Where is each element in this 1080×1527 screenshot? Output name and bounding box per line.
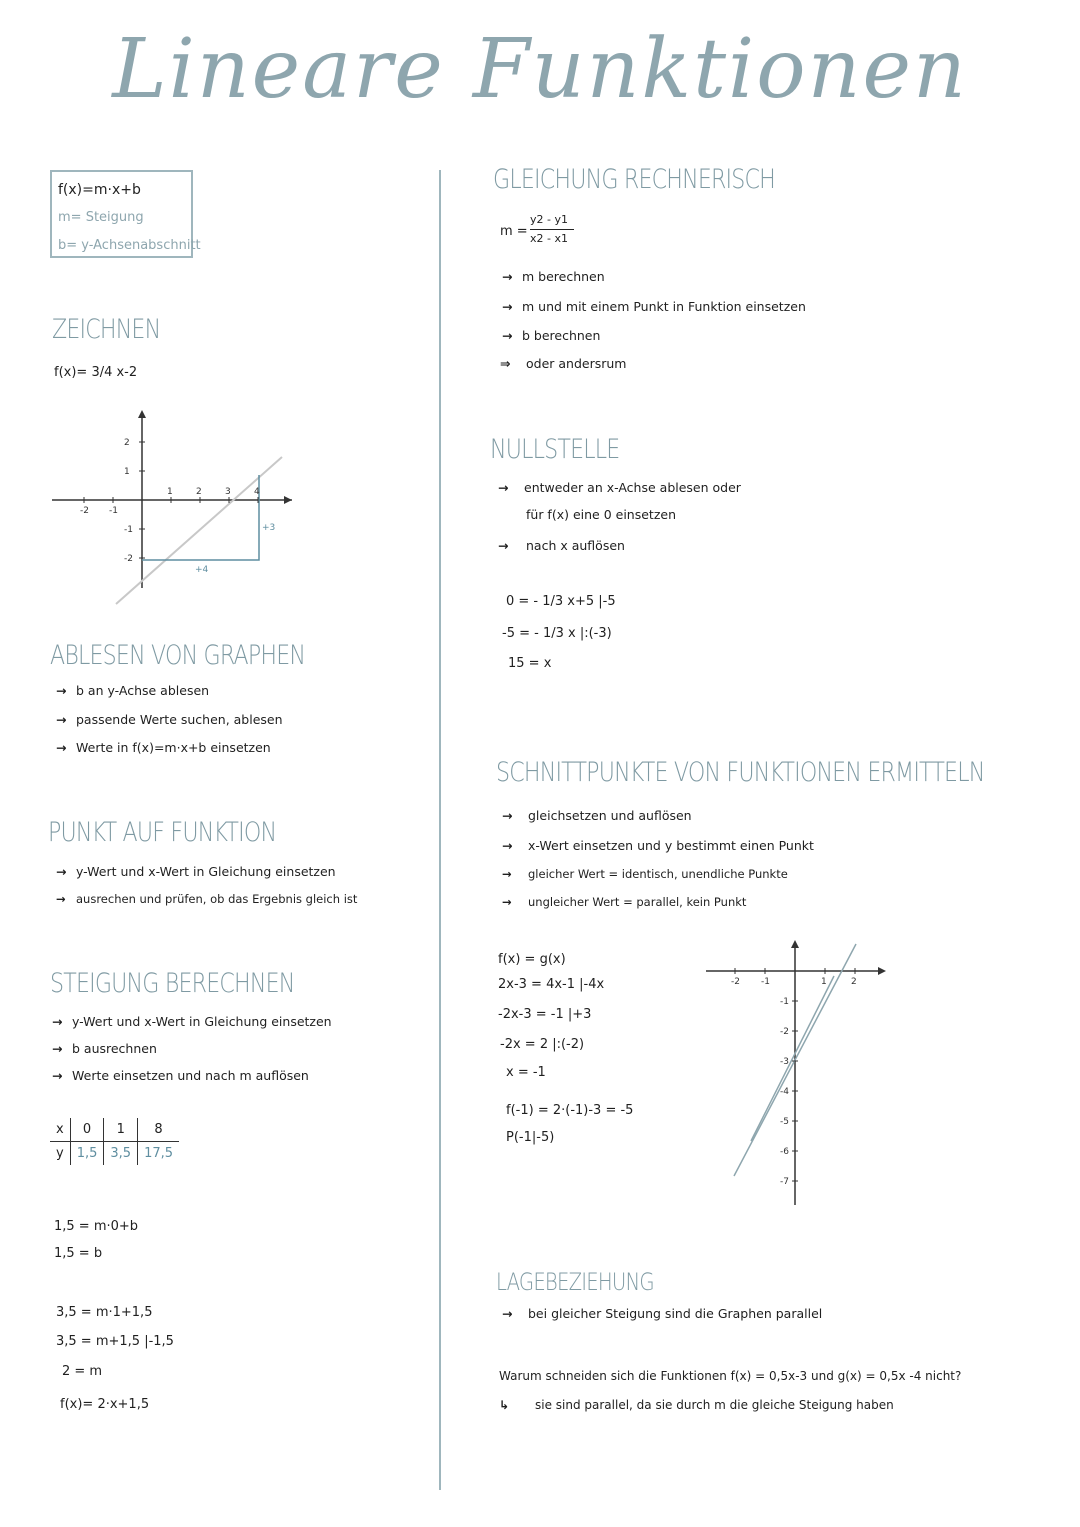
b-definition: b= y-Achsenabschnitt [58,238,201,253]
steigung-item: → y-Wert und x-Wert in Gleichung einsetzen [52,1014,332,1029]
table-cell: 1,5 [70,1142,104,1166]
steigung-item: → Werte einsetzen und nach m auflösen [52,1068,309,1083]
heading-zeichnen: ZEICHNEN [52,314,161,345]
arrow-icon: → [56,683,67,698]
x-tick-label: -1 [109,506,118,516]
x-tick-label: 4 [254,487,260,497]
table-cell: 8 [138,1118,179,1142]
y-tick-label: -5 [780,1117,789,1127]
arrow-icon: → [502,838,513,853]
calc-line: -2x-3 = -1 |+3 [498,1007,592,1022]
calc-line: 1,5 = b [54,1246,103,1261]
schnitt-item: → gleichsetzen und auflösen [502,808,692,823]
table-cell: 3,5 [104,1142,138,1166]
calc-line: 3,5 = m+1,5 |-1,5 [56,1334,174,1349]
x-tick-label: -2 [80,506,89,516]
y-tick-label: -2 [780,1027,789,1037]
y-tick-label: -7 [780,1177,789,1187]
y-tick-label: 2 [124,438,130,448]
arrow-icon: → [502,895,512,909]
m-definition: m= Steigung [58,210,144,225]
arrow-icon: → [52,1014,63,1029]
schnitt-item: → gleicher Wert = identisch, unendliche Punkte [502,867,788,881]
calc-result: f(x)= 2·x+1,5 [60,1397,150,1412]
x-tick-label: -1 [761,977,770,987]
calc-line: 15 = x [508,656,552,671]
formula: f(x)=m·x+b [58,182,141,198]
x-tick-label: 1 [821,977,827,987]
schnitt-item: → x-Wert einsetzen und y bestimmt einen Punkt [502,838,814,853]
ablesen-item: → passende Werte suchen, ablesen [56,712,283,727]
arrow-icon: → [52,1068,63,1083]
arrow-icon: → [56,892,66,906]
heading-steigung: STEIGUNG BERECHNEN [50,968,295,999]
table-cell: 0 [70,1118,104,1142]
nullstelle-item: → entweder an x-Achse ablesen oder [498,480,741,495]
heading-ablesen: ABLESEN VON GRAPHEN [50,640,306,671]
heading-nullstelle: NULLSTELLE [490,434,620,465]
x-tick-label: 1 [167,487,173,497]
arrow-icon: → [502,867,512,881]
calc-line: -5 = - 1/3 x |:(-3) [502,626,612,641]
x-tick-label: 3 [225,487,231,497]
zeichnen-function: f(x)= 3/4 x-2 [54,365,138,380]
gleichung-item: → m und mit einem Punkt in Funktion einsetzen [502,299,806,314]
ablesen-item: → Werte in f(x)=m·x+b einsetzen [56,740,271,755]
ablesen-item: → b an y-Achse ablesen [56,683,210,698]
x-tick-label: 2 [196,487,202,497]
lage-item: → bei gleicher Steigung sind die Graphen parallel [502,1306,823,1321]
slope-numerator: y2 - y1 [530,213,568,226]
y-tick-label: -6 [780,1147,789,1157]
schnitt-item: → ungleicher Wert = parallel, kein Punkt [502,895,747,909]
implies-arrow-icon: ⇒ [500,356,511,371]
run-label: +4 [195,565,209,575]
y-tick-label: -4 [780,1087,789,1097]
arrow-icon: → [498,538,509,553]
heading-punkt: PUNKT AUF FUNKTION [48,817,277,848]
table-x-label: x [50,1118,70,1142]
nullstelle-item-cont: für f(x) eine 0 einsetzen [526,507,676,522]
arrow-icon: → [502,269,513,284]
calc-line: -2x = 2 |:(-2) [500,1037,585,1052]
calc-line: 2 = m [62,1364,103,1379]
heading-lagebeziehung: LAGEBEZIEHUNG [496,1268,654,1296]
calc-line: f(x) = g(x) [498,952,566,967]
y-tick-label: -2 [124,554,133,564]
arrow-icon: → [56,740,67,755]
calc-line: f(-1) = 2·(-1)-3 = -5 [506,1103,634,1118]
arrow-icon: → [502,1306,513,1321]
gleichung-item: → b berechnen [502,328,601,343]
table-y-label: y [56,1146,64,1161]
x-tick-label: -2 [731,977,740,987]
y-tick-label: -3 [780,1057,789,1067]
y-tick-label: 1 [124,467,130,477]
lage-question: Warum schneiden sich die Funktionen f(x) = 0,5x-3 und g(x) = 0,5x -4 nicht? [499,1369,962,1383]
arrow-icon: → [502,328,513,343]
slope-denominator: x2 - x1 [530,232,568,245]
heading-gleichung: GLEICHUNG RECHNERISCH [493,164,775,195]
y-axis-arrow-icon [791,940,799,948]
punkt-item: → y-Wert und x-Wert in Gleichung einsetzen [56,864,336,879]
punkt-item: → ausrechen und prüfen, ob das Ergebnis gleich ist [56,892,358,906]
nullstelle-item: → nach x auflösen [498,538,625,553]
arrow-icon: → [498,480,509,495]
arrow-icon: → [502,299,513,314]
y-tick-label: -1 [124,525,133,535]
slope-lhs: m = [500,224,528,239]
steigung-item: → b ausrechnen [52,1041,157,1056]
arrow-icon: → [502,808,513,823]
arrow-icon: → [56,864,67,879]
page-title: Lineare Funktionen [112,22,968,117]
rise-label: +3 [262,523,276,533]
table-cell: 17,5 [138,1142,179,1166]
arrow-icon: → [52,1041,63,1056]
table-cell: 1 [104,1118,138,1142]
heading-schnittpunkte: SCHNITTPUNKTE VON FUNKTIONEN ERMITTELN [496,757,985,788]
y-tick-label: -1 [780,997,789,1007]
calc-line: x = -1 [506,1065,546,1080]
lage-answer: ↳ sie sind parallel, da sie durch m die gleiche Steigung haben [499,1398,894,1412]
x-axis-arrow-icon [878,967,886,975]
calc-line: 2x-3 = 4x-1 |-4x [498,977,605,992]
calc-line: 3,5 = m·1+1,5 [56,1305,153,1320]
x-tick-label: 2 [851,977,857,987]
gleichung-implies: ⇒ oder andersrum [500,356,627,371]
intersection-point: P(-1|-5) [506,1130,555,1145]
arrow-icon: → [56,712,67,727]
return-arrow-icon: ↳ [499,1398,510,1412]
gleichung-item: → m berechnen [502,269,605,284]
calc-line: 0 = - 1/3 x+5 |-5 [506,594,616,609]
calc-line: 1,5 = m·0+b [54,1219,139,1234]
